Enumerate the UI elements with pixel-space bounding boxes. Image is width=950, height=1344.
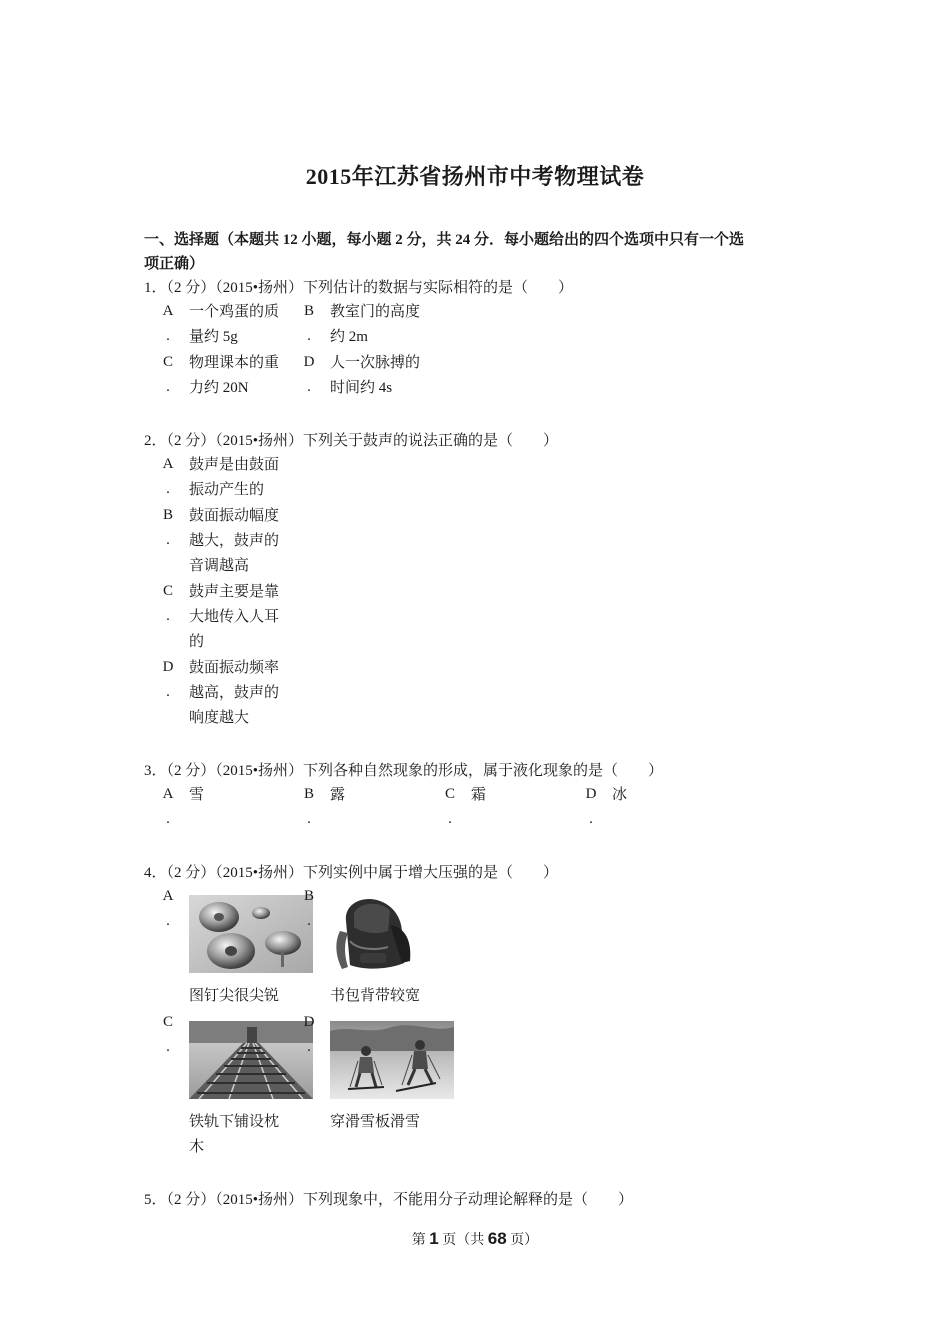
q4-option-b-letter: B [303,888,314,904]
railway-image [189,1021,313,1099]
q3-option-b-letter: B [303,786,314,802]
q2-option-b-line3: 音调越高 [189,558,250,574]
q4-option-b-dot: . [307,913,311,929]
footer-middle: 页（共 [438,1233,488,1248]
footer-prefix: 第 [411,1233,430,1248]
q4-option-d-letter: D [303,1014,315,1030]
q4-option-c-dot: . [166,1039,170,1055]
q1-option-b-dot: . [307,328,311,344]
footer-suffix: 页） [506,1233,539,1248]
thumbtack-image [189,895,313,973]
q4-option-c-caption-line1: 铁轨下铺设枕 [189,1114,280,1130]
q1-option-c-line1: 物理课本的重 [189,355,280,371]
q2-option-b-line1: 鼓面振动幅度 [189,508,280,524]
q4-option-a-dot: . [166,913,170,929]
q3-option-b-text: 露 [330,787,346,803]
q2-option-c-line1: 鼓声主要是靠 [189,584,280,600]
footer-total-pages: 68 [487,1229,507,1248]
page-footer [0,1229,950,1249]
q1-option-c-letter: C [162,354,173,370]
page-title: 2015年江苏省扬州市中考物理试卷 [305,164,645,189]
footer-page-number: 1 [429,1229,439,1248]
q1-option-a-dot: . [166,328,170,344]
q1-option-d-line1: 人一次脉搏的 [330,355,421,371]
q3-option-d-text: 冰 [612,787,628,803]
q1-option-d-letter: D [303,354,315,370]
q1-option-d-dot: . [307,379,311,395]
q1-option-d-line2: 时间约 4s [330,380,393,396]
question-4-stem: 4．（2 分）（2015•扬州）下列实例中属于增大压强的是（ ） [144,865,559,881]
q4-option-d-caption: 穿滑雪板滑雪 [330,1114,421,1130]
q1-option-a-letter: A [162,303,174,319]
q3-option-b-dot: . [307,811,311,827]
backpack-image [330,891,416,977]
q1-option-c-line2: 力约 20N [189,380,249,396]
q2-option-d-line3: 响度越大 [189,710,250,726]
question-5-stem: 5．（2 分）（2015•扬州）下列现象中，不能用分子动理论解释的是（ ） [144,1192,634,1208]
q1-option-a-line2: 量约 5g [189,329,238,345]
q1-option-c-dot: . [166,379,170,395]
q2-option-d-line2: 越高，鼓声的 [189,685,280,701]
skiing-image [330,1021,454,1099]
q2-option-b-letter: B [162,507,173,523]
q4-option-a-caption: 图钉尖很尖锐 [189,988,280,1004]
q2-option-b-line2: 越大，鼓声的 [189,533,280,549]
section-header-line2: 项正确） [144,256,205,272]
q1-option-b-letter: B [303,303,314,319]
q3-option-c-dot: . [448,811,452,827]
q4-option-b-caption: 书包背带较宽 [330,988,421,1004]
q2-option-a-dot: . [166,481,170,497]
q2-option-c-letter: C [162,583,173,599]
q1-option-b-line1: 教室门的高度 [330,304,421,320]
q3-option-d-letter: D [585,786,597,802]
q3-option-a-letter: A [162,786,174,802]
q2-option-d-letter: D [162,659,174,675]
q3-option-c-text: 霜 [471,787,487,803]
q3-option-c-letter: C [444,786,455,802]
q2-option-d-line1: 鼓面振动频率 [189,660,280,676]
question-1-stem: 1．（2 分）（2015•扬州）下列估计的数据与实际相符的是（ ） [144,280,574,296]
q2-option-c-line3: 的 [189,634,205,650]
q4-option-d-dot: . [307,1039,311,1055]
q4-option-a-letter: A [162,888,174,904]
q2-option-a-line1: 鼓声是由鼓面 [189,457,280,473]
q2-option-c-dot: . [166,608,170,624]
q3-option-d-dot: . [589,811,593,827]
q2-option-c-line2: 大地传入人耳 [189,609,280,625]
q2-option-a-letter: A [162,456,174,472]
q1-option-a-line1: 一个鸡蛋的质 [189,304,280,320]
q2-option-d-dot: . [166,684,170,700]
q3-option-a-dot: . [166,811,170,827]
q2-option-a-line2: 振动产生的 [189,482,265,498]
question-2-stem: 2．（2 分）（2015•扬州）下列关于鼓声的说法正确的是（ ） [144,433,559,449]
q1-option-b-line2: 约 2m [330,329,368,345]
q3-option-a-text: 雪 [189,787,205,803]
section-header-line1: 一、选择题（本题共 12 小题，每小题 2 分，共 24 分．每小题给出的四个选项中只有一个选 [144,232,745,248]
q4-option-c-caption-line2: 木 [189,1139,205,1155]
q2-option-b-dot: . [166,532,170,548]
q4-option-c-letter: C [162,1014,173,1030]
question-3-stem: 3．（2 分）（2015•扬州）下列各种自然现象的形成，属于液化现象的是（ ） [144,763,664,779]
